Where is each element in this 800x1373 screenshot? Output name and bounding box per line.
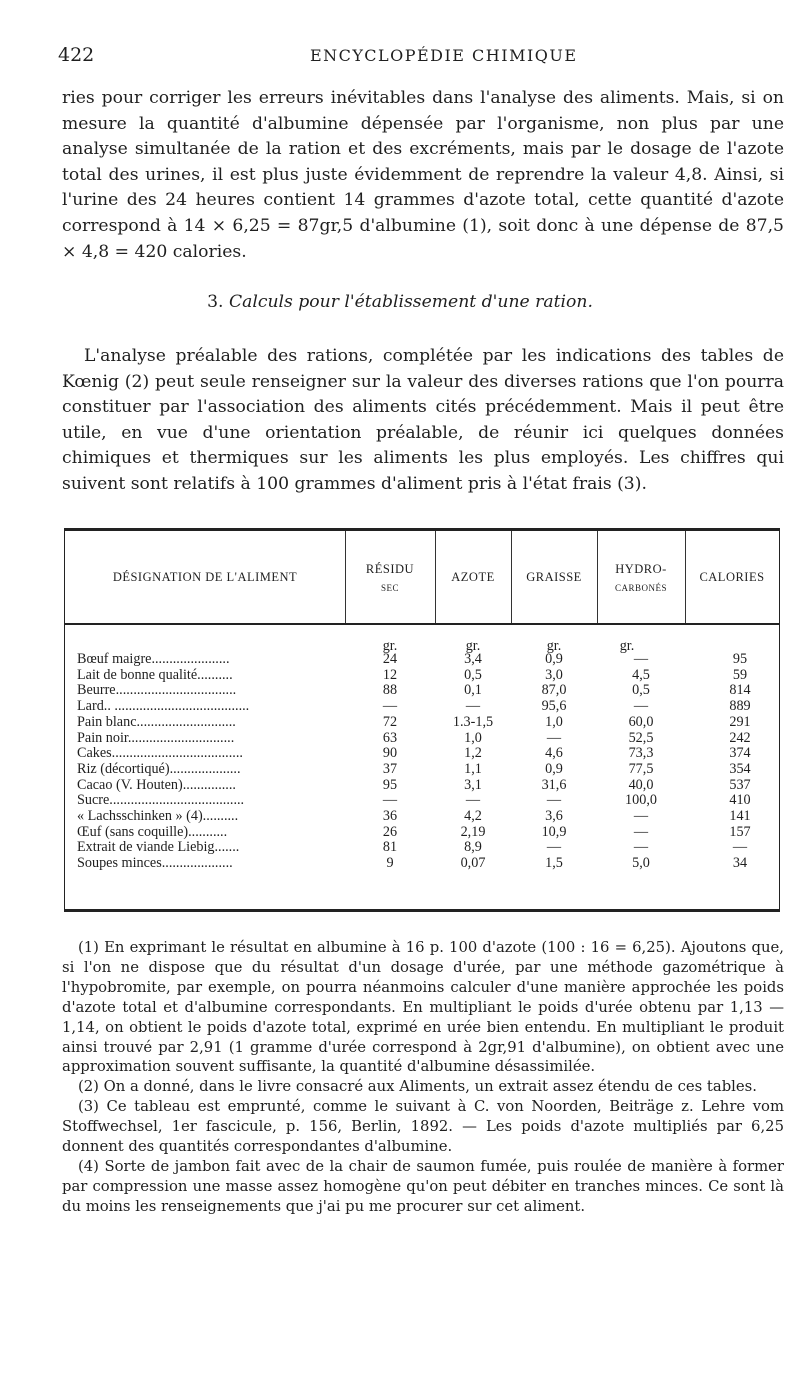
cell-hydro: 0,5 [632, 682, 650, 699]
cell-residu: 24 [382, 651, 398, 667]
paragraph-2: L'analyse préalable des rations, complétée par les indications des tables de Kœnig (2) peut seule renseigner sur la valeur des diverses rations que l'on pourra constituer par l'association des aliments cités précédemment. Mais il peut être utile, en vue d'une orientation préalable, de réunir ici quelques données chimiques et thermiques sur les aliments les plus employés. Les chiffres qui suivent sont relatifs à 100 grammes d'aliment pris à l'état frais (3). [62, 346, 784, 494]
cell-graisse: 1,0 [545, 713, 563, 730]
cell-hydro: 100,0 [625, 792, 657, 809]
cell-azote: 1.3-1,5 [452, 713, 494, 730]
food-name: « Lachsschinken » (4).......... [77, 808, 239, 824]
cell-residu: 81 [382, 839, 398, 856]
cell-hydro: — [633, 698, 649, 715]
cell-graisse: 95,6 [541, 698, 567, 715]
cell-azote: 0,07 [460, 855, 486, 872]
footnotes [62, 938, 784, 1217]
header-rule [65, 623, 779, 625]
cell-hydro: — [633, 823, 649, 840]
cell-graisse: 0,9 [545, 651, 563, 667]
cell-azote: 4,2 [464, 808, 482, 824]
cell-hydro: 77,5 [628, 760, 654, 777]
cell-graisse: 87,0 [541, 682, 567, 699]
cell-calories: 95 [732, 651, 748, 667]
cell-hydro: 5,0 [632, 855, 650, 872]
cell-calories: 889 [729, 698, 751, 715]
cell-residu: 72 [382, 713, 398, 730]
food-name: Lait de bonne qualité.......... [77, 666, 233, 683]
footnote-1: (1) En exprimant le résultat en albumine à 16 p. 100 d'azote (100 : 16 = 6,25). Ajoutons que, si l'on ne dispose que du résultat d'un dosage d'urée, par une méthode gazométrique à l'hypobromite, par exemple, on pourra néanmoins calculer d'une manière approchée les poids d'azote total et d'albumine correspondants. En multipliant le poids d'urée obtenu par 1,13 — 1,14, on obtient le poids d'azote total, exprimé en urée bien entendu. En multipliant le produit ainsi trouvé par 2,91 (1 gramme d'urée correspond à 2gr,91 d'albumine), on obtient avec une approximation souvent suffisante, la quantité d'albumine désassimilée. [62, 939, 784, 1076]
cell-graisse: 0,9 [545, 760, 563, 777]
table-row [65, 731, 779, 747]
header-calories [685, 531, 779, 623]
cell-hydro: — [633, 839, 649, 856]
food-name: Pain noir.............................. [77, 729, 235, 746]
header-residu-label: RÉSIDU [365, 561, 415, 576]
cell-calories: 242 [729, 729, 751, 746]
cell-residu: — [382, 792, 398, 809]
table-row [65, 809, 779, 825]
table-row [65, 652, 779, 668]
unit-residu: gr. [382, 638, 398, 654]
cell-calories: 291 [729, 713, 751, 730]
cell-calories: 410 [729, 792, 751, 809]
food-name: Extrait de viande Liebig....... [77, 839, 240, 856]
header-hydro-label: HYDRO- [615, 561, 667, 576]
cell-azote: 1,1 [464, 760, 482, 777]
header-graisse-label: GRAISSE [526, 569, 582, 584]
cell-calories: 141 [729, 808, 751, 824]
table-row [65, 825, 779, 841]
table-row [65, 746, 779, 762]
cell-residu: 12 [382, 666, 398, 683]
cell-graisse: — [546, 729, 562, 746]
cell-calories: 157 [729, 823, 751, 840]
cell-azote: 2,19 [460, 823, 486, 840]
cell-graisse: — [546, 839, 562, 856]
section-title [0, 292, 800, 312]
food-name: Lard.. ...................................... [77, 698, 250, 715]
cell-residu: 95 [382, 776, 398, 793]
cell-calories: 354 [729, 760, 751, 777]
cell-graisse: — [546, 792, 562, 809]
cell-calories: 59 [732, 666, 748, 683]
footnote-4: (4) Sorte de jambon fait avec de la chair de saumon fumée, puis roulée de manière à former par compression une masse assez homogène qu'on peut débiter en tranches minces. Ce sont là du moins les renseignements que j'ai pu me procurer sur cet aliment. [62, 1157, 784, 1215]
header-graisse [511, 531, 597, 623]
section-number: 3. [207, 292, 224, 312]
cell-graisse: 1,5 [545, 855, 563, 872]
cell-azote: — [465, 698, 481, 715]
cell-graisse: 3,6 [545, 808, 563, 824]
cell-calories: 537 [729, 776, 751, 793]
cell-residu: 36 [382, 808, 398, 824]
header-calories-label: CALORIES [699, 569, 765, 584]
cell-azote: — [465, 792, 481, 809]
food-name: Bœuf maigre...................... [77, 651, 230, 667]
cell-hydro: 60,0 [628, 713, 654, 730]
page-header [58, 44, 778, 68]
food-name: Beurre.................................. [77, 682, 237, 699]
food-name: Riz (décortiqué).................... [77, 760, 241, 777]
cell-residu: — [382, 698, 398, 715]
table-row [65, 715, 779, 731]
footnote-2: (2) On a donné, dans le livre consacré aux Aliments, un extrait assez étendu de ces tables. [78, 1078, 757, 1096]
cell-graisse: 10,9 [541, 823, 567, 840]
table-row [65, 793, 779, 809]
header-hydro-sub: CARBONÉS [614, 582, 667, 593]
table-row [65, 762, 779, 778]
cell-azote: 3,4 [464, 651, 482, 667]
footnote-3: (3) Ce tableau est emprunté, comme le suivant à C. von Noorden, Beiträge z. Lehre vom Stoffwechsel, 1er fascicule, p. 156, Berlin, 1892. — Les poids d'azote multipliés par 6,25 donnent des quantités correspondantes d'albumine. [62, 1098, 784, 1156]
food-composition-table [64, 528, 780, 912]
cell-hydro: 73,3 [628, 745, 654, 762]
section-title-text: Calculs pour l'établissement d'une ration. [228, 292, 593, 312]
cell-residu: 26 [382, 823, 398, 840]
cell-residu: 37 [382, 760, 398, 777]
cell-graisse: 3,0 [545, 666, 563, 683]
page-number: 422 [58, 44, 95, 66]
cell-graisse: 31,6 [541, 776, 567, 793]
food-name: Pain blanc............................ [77, 713, 236, 730]
cell-hydro: 40,0 [628, 776, 654, 793]
paragraph-1: ries pour corriger les erreurs inévitables dans l'analyse des aliments. Mais, si on mesure la quantité d'albumine dépensée par l'organisme, non plus par une analyse simultanée de la ration et des excréments, mais par le dosage de l'azote total des urines, il est plus juste évidemment de reprendre la valeur 4,8. Ainsi, si l'urine des 24 heures contient 14 grammes d'azote total, cette quantité d'azote correspond à 14 × 6,25 = 87gr,5 d'albumine (1), soit donc à une dépense de 87,5 × 4,8 = 420 calories. [62, 88, 784, 262]
header-designation-label: DÉSIGNATION DE L'ALIMENT [112, 569, 298, 584]
food-name: Sucre...................................... [77, 792, 245, 809]
cell-residu: 9 [386, 855, 394, 872]
header-residu [345, 531, 435, 623]
food-name: Soupes minces.................... [77, 855, 233, 872]
cell-residu: 90 [382, 745, 398, 762]
running-title: ENCYCLOPÉDIE CHIMIQUE [310, 46, 578, 65]
cell-hydro: 52,5 [628, 729, 654, 746]
table-row [65, 699, 779, 715]
unit-graisse: gr. [546, 638, 562, 654]
table-row [65, 840, 779, 856]
cell-hydro: — [633, 651, 649, 667]
cell-azote: 8,9 [464, 839, 482, 856]
table-row [65, 778, 779, 794]
cell-calories: 814 [729, 682, 751, 699]
table-header [65, 531, 779, 623]
cell-graisse: 4,6 [545, 745, 563, 762]
cell-calories: — [732, 839, 748, 856]
header-azote-label: AZOTE [451, 569, 495, 584]
food-name: Cacao (V. Houten)............... [77, 776, 236, 793]
cell-hydro: 4,5 [632, 666, 650, 683]
cell-azote: 0,1 [464, 682, 482, 699]
header-azote [435, 531, 511, 623]
cell-residu: 88 [382, 682, 398, 699]
cell-hydro: — [633, 808, 649, 824]
header-designation [65, 531, 345, 623]
unit-hydro: gr. [619, 638, 635, 654]
unit-azote: gr. [465, 638, 481, 654]
table-row [65, 668, 779, 684]
cell-residu: 63 [382, 729, 398, 746]
cell-azote: 1,0 [464, 729, 482, 746]
food-name: Œuf (sans coquille)........... [77, 823, 228, 840]
table-row [65, 856, 779, 872]
cell-azote: 0,5 [464, 666, 482, 683]
cell-azote: 1,2 [464, 745, 482, 762]
food-name: Cakes..................................... [77, 745, 243, 762]
cell-calories: 374 [729, 745, 751, 762]
table-row [65, 683, 779, 699]
header-hydrocarbones [597, 531, 685, 623]
header-residu-sub: SEC [380, 582, 399, 593]
cell-azote: 3,1 [464, 776, 482, 793]
cell-calories: 34 [732, 855, 748, 872]
